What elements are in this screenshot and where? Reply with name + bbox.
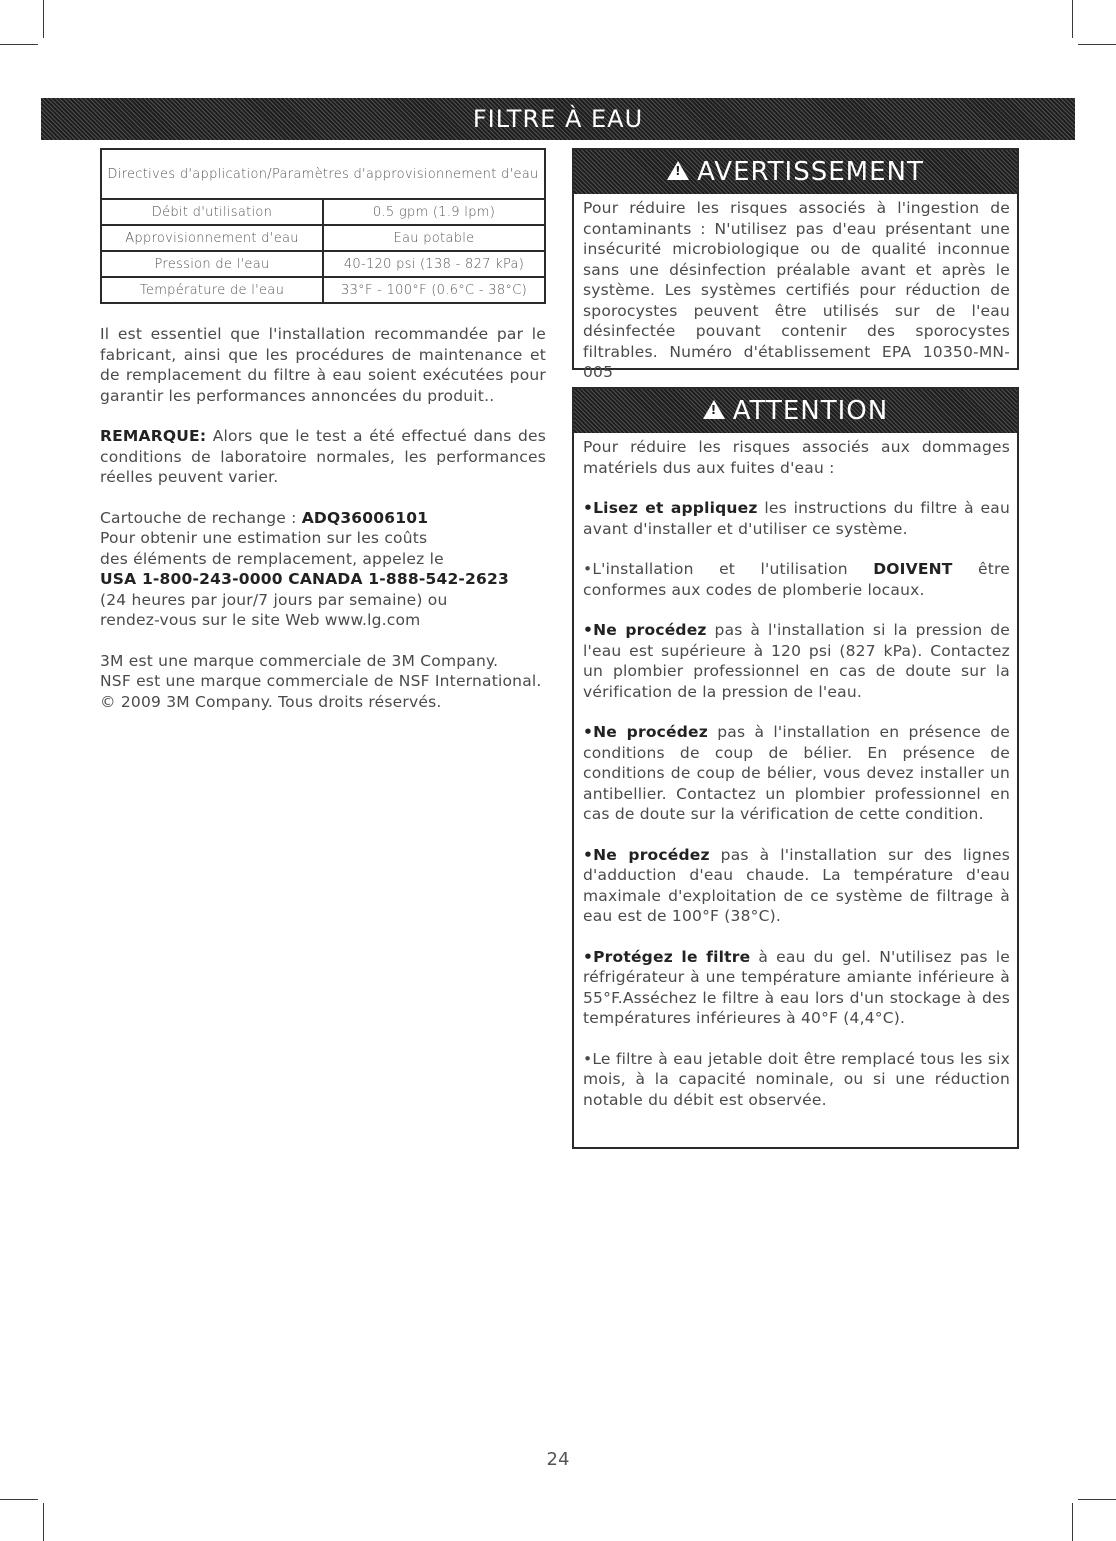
- intro-paragraph: Il est essentiel que l'installation recommandée par le fabricant, ainsi que les procédures de maintenance et de remplacement du filtre à eau soient exécutées pour garantir les performances annoncées du produit..: [100, 325, 546, 405]
- cartridge-line: [100, 508, 546, 529]
- table-row: [101, 225, 545, 251]
- caution-box: [572, 387, 1019, 1149]
- cartridge-label: Cartouche de rechange :: [100, 508, 302, 527]
- caution-item-text: pas à l'installation si la pression de l'eau est supérieure à 120 psi (827 kPa). Contactez un plombier professionnel en cas de doute sur la vérification de la pression de l'eau.: [583, 621, 1010, 701]
- caution-item-text: •Le filtre à eau jetable doit être remplacé tous les six mois, à la capacité nominale, ou si une réduction notable du débit est observée.: [583, 1049, 1010, 1109]
- caution-item-bold: •Ne procédez: [583, 845, 710, 864]
- caution-item: [583, 1049, 1010, 1111]
- hours-line: (24 heures par jour/7 jours par semaine) ou: [100, 590, 448, 609]
- caution-item: [583, 620, 1010, 702]
- estimate-line: des éléments de remplacement, appelez le: [100, 549, 444, 568]
- crop-mark: [0, 1499, 38, 1500]
- caution-title: ATTENTION: [732, 396, 889, 426]
- table-row: [101, 251, 545, 277]
- table-cell-label: Approvisionnement d'eau: [101, 225, 323, 251]
- banner-title: FILTRE À EAU: [472, 105, 644, 133]
- warning-triangle-icon: !: [703, 400, 725, 419]
- caution-item-text: pas à l'installation en présence de conditions de coup de bélier. En présence de conditions de coup de bélier, vous devez installer un antibellier. Contactez un plombier professionnel en cas de doute sur la vérification de cette condition.: [583, 723, 1010, 823]
- remark-label: REMARQUE:: [100, 427, 207, 445]
- page-number: 24: [546, 1449, 570, 1470]
- caution-intro: Pour réduire les risques associés aux dommages matériels dus aux fuites d'eau :: [583, 438, 1010, 477]
- trademark-line: 3M est une marque commerciale de 3M Company.: [100, 651, 499, 670]
- caution-item-text: pas à l'installation sur des lignes d'adduction d'eau chaude. La température d'eau maximale d'exploitation de ce système de filtrage à eau est de 100°F (38°C).: [583, 845, 1010, 925]
- caution-item-bold: •Lisez et appliquez: [583, 499, 758, 517]
- cartridge-code: ADQ36006101: [301, 508, 429, 527]
- phone-numbers: [100, 569, 546, 590]
- caution-item-text: les instructions du filtre à eau avant d'installer et d'utiliser ce système.: [583, 499, 1010, 538]
- table-cell-label: Température de l'eau: [101, 277, 323, 303]
- remark-paragraph: [100, 426, 546, 488]
- crop-mark: [43, 0, 44, 38]
- table-cell-label: Débit d'utilisation: [101, 199, 323, 225]
- crop-mark: [1072, 1503, 1073, 1541]
- caution-item-text: à eau du gel. N'utilisez pas le réfrigérateur à une température amiante inférieure à 55°F.Asséchez le filtre à eau lors d'un stockage à des températures inférieures à 40°F (4,4°C).: [583, 947, 1011, 1027]
- crop-mark: [1072, 0, 1073, 38]
- table-cell-label: Pression de l'eau: [101, 251, 323, 277]
- caution-item: [583, 559, 1010, 600]
- caution-item-bold: •Protégez le filtre: [583, 947, 751, 966]
- warning-box: [572, 148, 1019, 381]
- table-cell-value: 0.5 gpm (1.9 lpm): [323, 199, 545, 225]
- crop-mark: [43, 1503, 44, 1541]
- estimate-line: Pour obtenir une estimation sur les coûts: [100, 529, 428, 547]
- caution-item-bold: DOIVENT: [873, 560, 953, 578]
- caution-item-text: être conformes aux codes de plomberie locaux.: [583, 560, 1010, 599]
- caution-item: [583, 722, 1010, 825]
- table-cell-value: 40-120 psi (138 - 827 kPa): [323, 251, 545, 277]
- crop-mark: [0, 44, 38, 45]
- caution-item: [583, 498, 1010, 539]
- table-header: Directives d'application/Paramètres d'approvisionnement d'eau: [101, 149, 545, 199]
- caution-item-bold: •Ne procédez: [583, 621, 707, 639]
- spec-table: [100, 148, 546, 304]
- caution-item: [583, 845, 1010, 927]
- caution-item-text: •L'installation et l'utilisation: [583, 560, 874, 578]
- warning-triangle-icon: !: [667, 161, 689, 180]
- crop-mark: [1078, 1499, 1116, 1500]
- warning-text: Pour réduire les risques associés à l'ingestion de contaminants : N'utilisez pas d'eau présentant une insécurité microbiologique ou de qualité inconnue sans une désinfection préalable avant et après le système. Les systèmes certifiés pour réduction de sporocystes peuvent être utilisés sur de l'eau désinfectée pouvant contenir des sporocystes filtrables. Numéro d'établissement EPA 10350-MN-005: [583, 199, 1010, 381]
- table-row: [101, 199, 545, 225]
- website-line: rendez-vous sur le site Web www.lg.com: [100, 611, 421, 629]
- copyright-line: © 2009 3M Company. Tous droits réservés.: [100, 692, 442, 711]
- warning-title: AVERTISSEMENT: [697, 157, 924, 187]
- caution-header: [574, 389, 1017, 433]
- caution-item: [583, 947, 1010, 1029]
- remark-text: Alors que le test a été effectué dans des conditions de laboratoire normales, les performances réelles peuvent varier.: [100, 427, 546, 486]
- table-row: [101, 277, 545, 303]
- section-banner: [41, 98, 1075, 140]
- left-column: [100, 148, 546, 712]
- table-cell-value: Eau potable: [323, 225, 545, 251]
- table-cell-value: 33°F - 100°F (0.6°C - 38°C): [323, 277, 545, 303]
- crop-mark: [1078, 44, 1116, 45]
- caution-item-bold: •Ne procédez: [583, 723, 708, 741]
- trademark-line: NSF est une marque commerciale de NSF International.: [100, 672, 542, 690]
- phone-numbers-text: USA 1-800-243-0000 CANADA 1-888-542-2623: [100, 570, 510, 588]
- table-row: [101, 149, 545, 199]
- warning-header: [574, 150, 1017, 194]
